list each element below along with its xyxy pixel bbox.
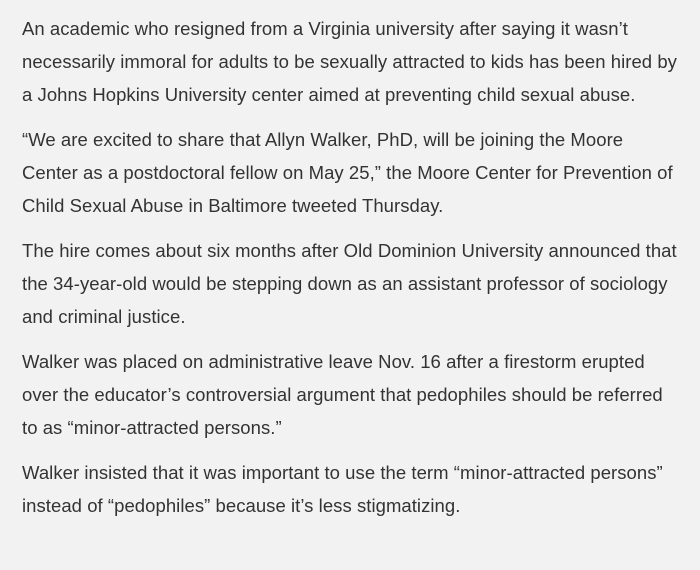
article-paragraph: An academic who resigned from a Virginia university after saying it wasn’t necessarily immoral for adults to be sexually attracted to kids has been hired by a Johns Hopkins University center aimed at preventing child sexual abuse. (22, 18, 677, 105)
article-paragraph: “We are excited to share that Allyn Walker, PhD, will be joining the Moore Center as a postdoctoral fellow on May 25,” the Moore Center for Prevention of Child Sexual Abuse in Baltimore tweeted Thursday. (22, 129, 673, 216)
article-paragraph: Walker insisted that it was important to use the term “minor-attracted persons” instead of “pedophiles” because it’s less stigmatizing. (22, 462, 663, 516)
article-paragraph: Walker was placed on administrative leave Nov. 16 after a firestorm erupted over the educator’s controversial argument that pedophiles should be referred to as “minor-attracted persons.” (22, 351, 663, 438)
article-paragraph: The hire comes about six months after Old Dominion University announced that the 34-year-old would be stepping down as an assistant professor of sociology and criminal justice. (22, 240, 677, 327)
